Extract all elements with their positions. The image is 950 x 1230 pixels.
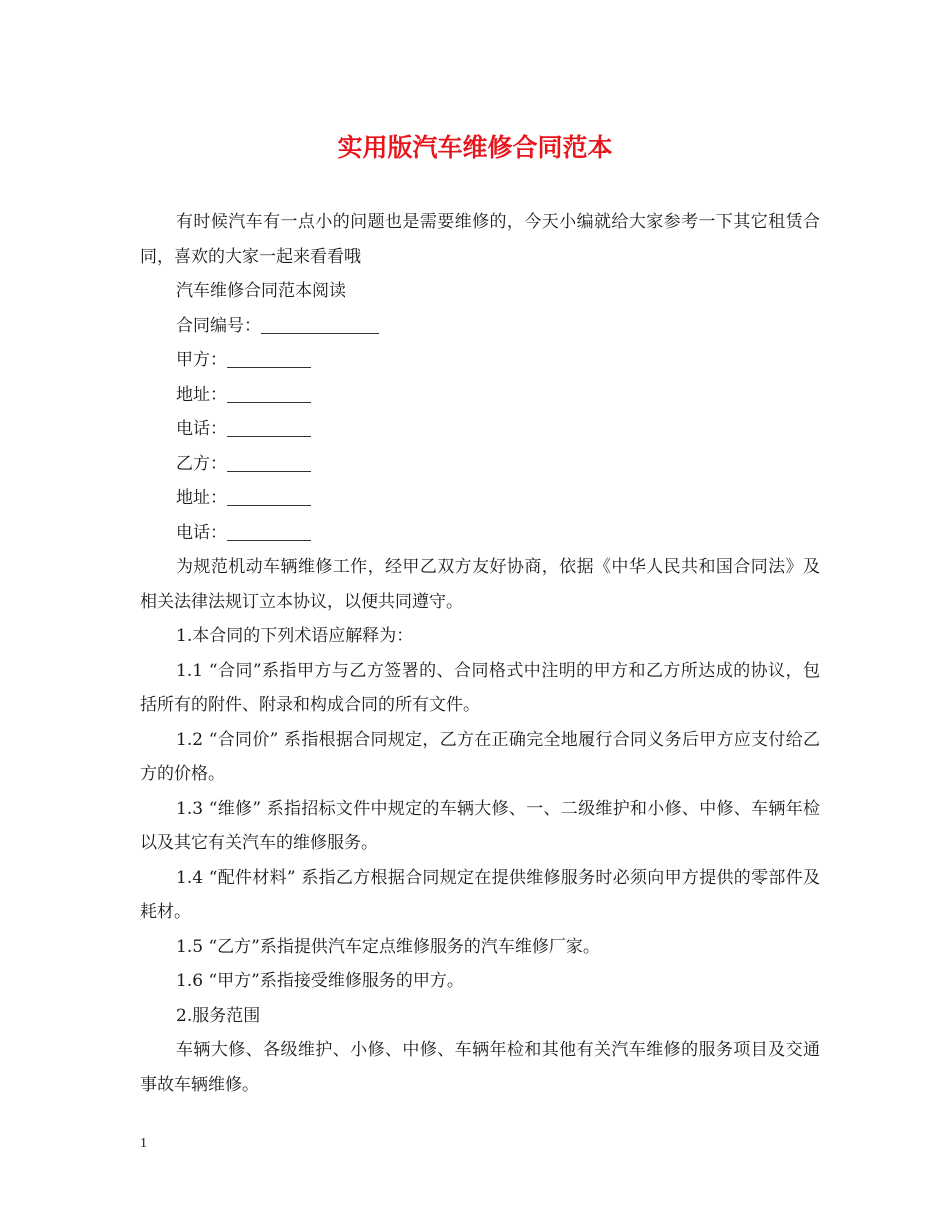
field-label: 电话：	[176, 419, 227, 439]
field-phone-b	[140, 516, 820, 551]
field-label: 乙方：	[176, 453, 227, 474]
field-address-b	[140, 481, 820, 516]
field-phone-a	[140, 412, 820, 447]
clause-1-6: 1.6 “甲方”系指接受维修服务的甲方。	[176, 971, 464, 991]
section-heading-2: 2.服务范围	[176, 1005, 261, 1026]
scope-paragraph: 车辆大修、各级维护、小修、中修、车辆年检和其他有关汽车维修的服务项目及交通事故车辆维修。	[140, 1040, 820, 1095]
clause-1-1: 1.1 “合同”系指甲方与乙方签署的、合同格式中注明的甲方和乙方所达成的协议，包括所有的附件、附录和构成合同的所有文件。	[140, 660, 820, 715]
blank-line	[227, 487, 311, 506]
intro-paragraph: 有时候汽车有一点小的问题也是需要维修的，今天小编就给大家参考一下其它租赁合同，喜欢的大家一起来看看哦	[140, 212, 820, 267]
blank-line	[227, 384, 311, 403]
field-contract-no	[140, 309, 820, 344]
blank-line	[227, 349, 311, 368]
section-heading-1: 1.本合同的下列术语应解释为：	[176, 626, 414, 646]
intro-subtitle: 汽车维修合同范本阅读	[176, 281, 346, 301]
field-party-a	[140, 343, 820, 378]
clause-1-2: 1.2 “合同价” 系指根据合同规定，乙方在正确完全地履行合同义务后甲方应支付给乙方的价格。	[140, 729, 820, 784]
field-label: 地址：	[176, 488, 227, 508]
field-label: 电话：	[176, 522, 227, 543]
field-address-a	[140, 378, 820, 413]
blank-line	[227, 522, 311, 541]
clause-1-3: 1.3 “维修” 系指招标文件中规定的车辆大修、一、二级维护和小修、中修、车辆年检以及其它有关汽车的维修服务。	[140, 798, 820, 853]
field-label: 地址：	[176, 384, 227, 405]
field-label: 合同编号：	[176, 315, 261, 336]
page-number: 1	[140, 1136, 147, 1151]
clause-1-5: 1.5 “乙方”系指提供汽车定点维修服务的汽车维修厂家。	[176, 936, 600, 957]
clause-1-4: 1.4 “配件材料” 系指乙方根据合同规定在提供维修服务时必须向甲方提供的零部件及耗材。	[140, 867, 820, 922]
document-body	[140, 205, 820, 1102]
blank-line	[227, 418, 311, 437]
field-label: 甲方：	[176, 350, 227, 370]
document-title: 实用版汽车维修合同范本	[337, 133, 613, 162]
field-party-b	[140, 447, 820, 482]
preamble-paragraph: 为规范机动车辆维修工作，经甲乙双方友好协商，依据《中华人民共和国合同法》及相关法律法规订立本协议，以便共同遵守。	[140, 557, 820, 612]
blank-line	[261, 315, 379, 334]
blank-line	[227, 453, 311, 472]
